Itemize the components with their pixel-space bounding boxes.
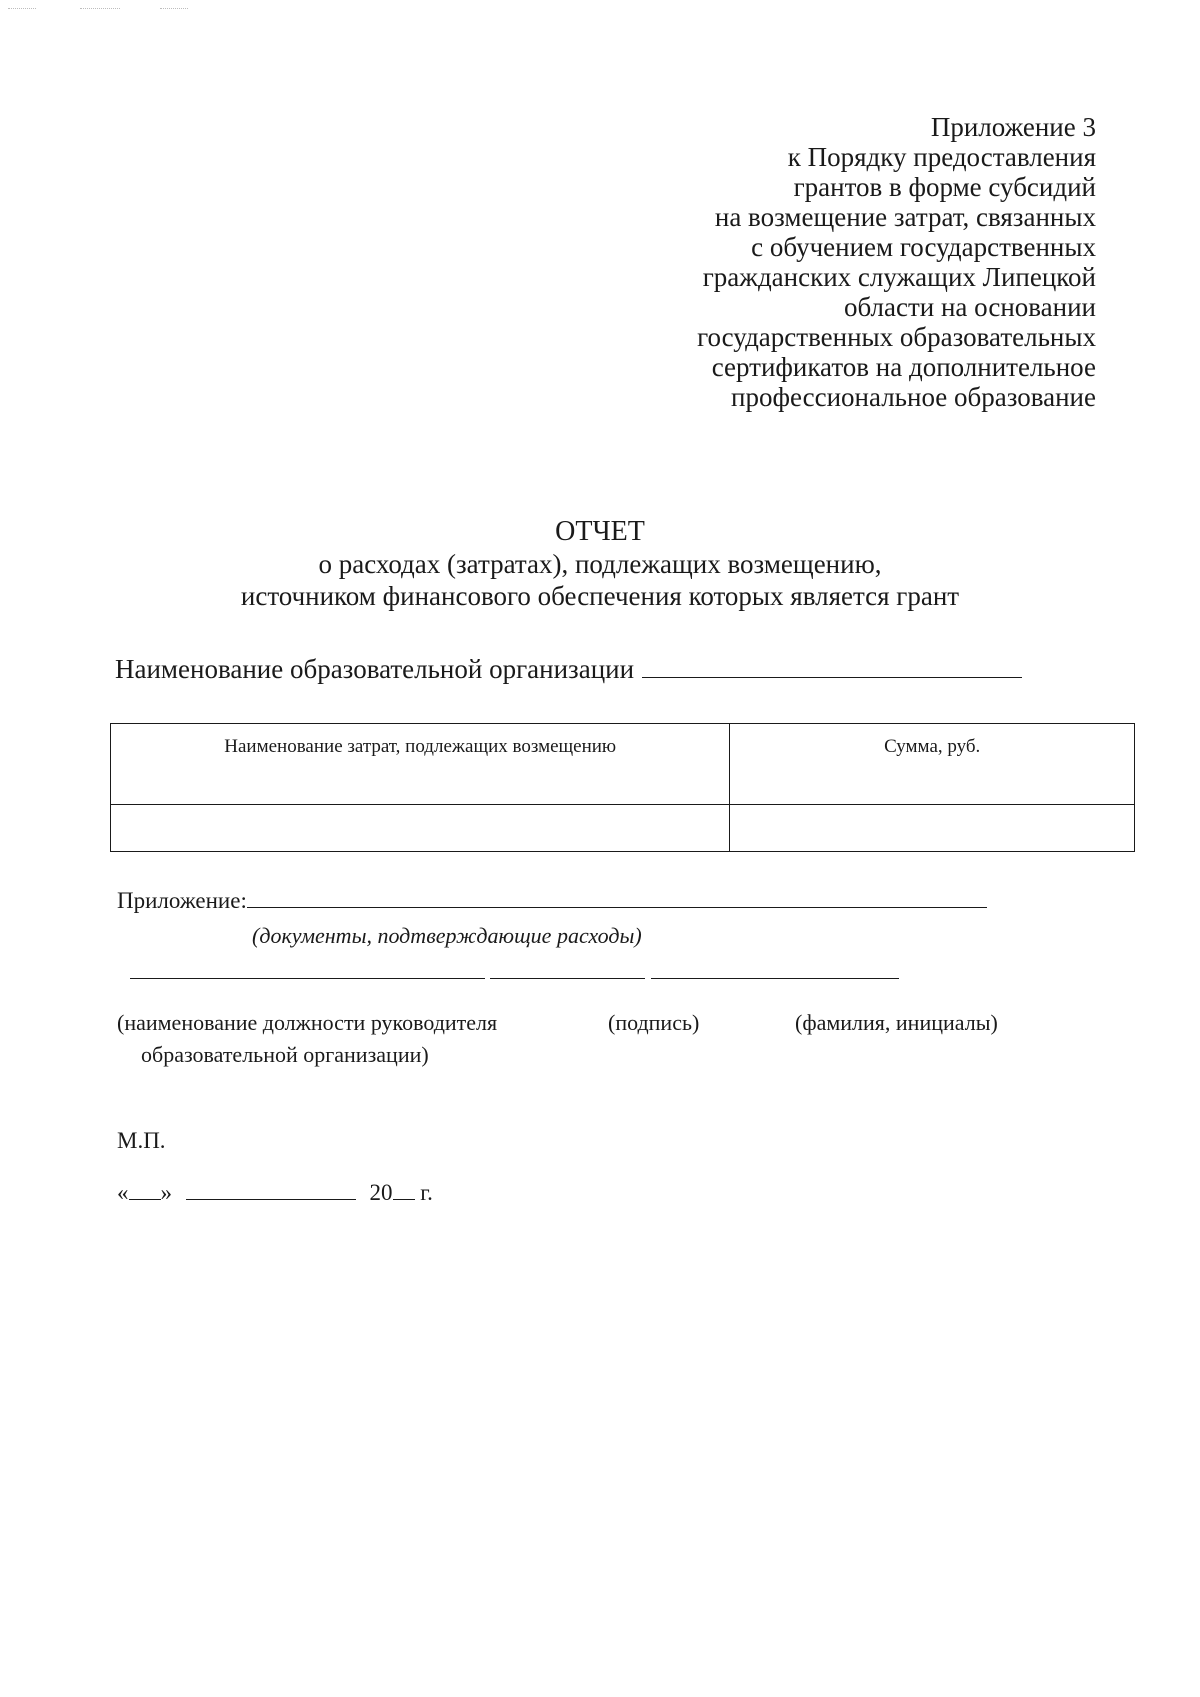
appendix-header [697, 112, 1096, 412]
scan-mark [8, 8, 36, 9]
report-subtitle-line: о расходах (затратах), подлежащих возмещению, [318, 549, 882, 579]
signature-blank[interactable] [490, 978, 645, 979]
month-blank[interactable] [186, 1198, 356, 1200]
table-header-row [111, 724, 1135, 805]
appendix-blank[interactable] [247, 906, 987, 908]
costs-table [110, 723, 1135, 852]
date-field [117, 1180, 433, 1206]
header-line: с обучением государственных [751, 232, 1096, 262]
header-line: сертификатов на дополнительное [711, 352, 1096, 382]
year-suffix: г. [420, 1180, 433, 1205]
position-caption-line: образовательной организации) [141, 1042, 429, 1067]
scan-mark [160, 8, 188, 9]
org-name-blank[interactable] [642, 676, 1022, 678]
date-open-quote: « [117, 1180, 129, 1205]
year-prefix: 20 [369, 1180, 393, 1205]
header-line: государственных образовательных [697, 322, 1096, 352]
header-line: Приложение 3 [930, 112, 1096, 142]
report-subtitle-line: источником финансового обеспечения которых является грант [240, 581, 960, 611]
header-line: к Порядку предоставления [787, 142, 1096, 172]
signature-caption: (подпись) [608, 1010, 700, 1035]
table-cell[interactable] [111, 805, 730, 852]
report-title-block [0, 516, 1200, 612]
year-blank[interactable] [393, 1198, 415, 1200]
name-blank[interactable] [651, 978, 899, 979]
header-line: грантов в форме субсидий [793, 172, 1096, 202]
header-line: области на основании [843, 292, 1096, 322]
table-row [111, 805, 1135, 852]
position-caption [117, 1007, 497, 1071]
table-header-cell: Сумма, руб. [730, 724, 1135, 805]
stamp-place: М.П. [117, 1128, 166, 1153]
day-blank[interactable] [129, 1198, 161, 1200]
table-header-cell: Наименование затрат, подлежащих возмещению [111, 724, 730, 805]
position-caption-line: (наименование должности руководителя [117, 1010, 498, 1035]
appendix-hint: (документы, подтверждающие расходы) [252, 923, 642, 948]
scan-mark [80, 8, 120, 9]
appendix-field [117, 888, 987, 914]
header-line: профессиональное образование [731, 382, 1096, 412]
header-line: на возмещение затрат, связанных [714, 202, 1096, 232]
header-line: гражданских служащих Липецкой [702, 262, 1096, 292]
org-name-label: Наименование образовательной организации [115, 654, 635, 684]
name-caption: (фамилия, инициалы) [795, 1010, 998, 1035]
table-cell[interactable] [730, 805, 1135, 852]
report-title: ОТЧЕТ [555, 516, 645, 547]
org-name-field [115, 654, 1022, 685]
date-close-quote: » [160, 1180, 172, 1205]
position-blank[interactable] [130, 978, 485, 979]
appendix-label: Приложение: [117, 888, 247, 913]
